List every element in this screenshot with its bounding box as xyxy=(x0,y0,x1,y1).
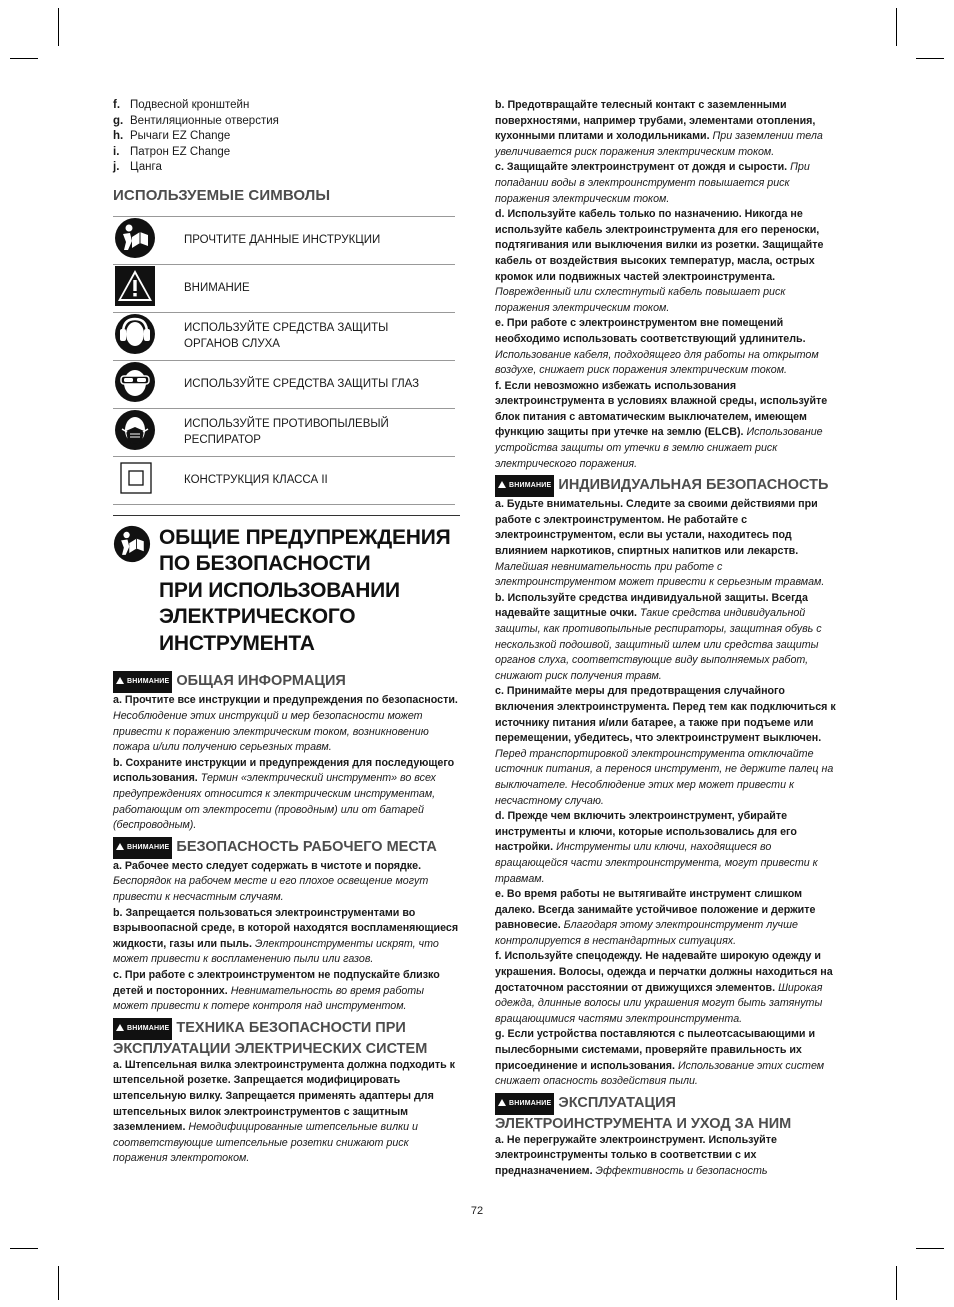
main-heading-block xyxy=(113,525,461,658)
legend-item xyxy=(113,145,461,161)
class-ii-icon xyxy=(114,457,156,499)
dust-mask-icon xyxy=(114,409,156,451)
symbol-row xyxy=(113,360,455,408)
safety-item: c. Защищайте электроинструмент от дождя и сырости. При попадании воды в электроинструмент повышается риск поражения электрическим током. xyxy=(495,161,810,205)
warning-triangle-icon xyxy=(116,1024,124,1031)
symbol-label: ИСПОЛЬЗУЙТЕ ПРОТИВОПЫЛЕВЫЙ РЕСПИРАТОР xyxy=(184,408,455,456)
legend-letter: i. xyxy=(113,145,120,158)
warning-triangle-icon xyxy=(498,481,506,488)
section-heading-workplace: ВНИМАНИЕ БЕЗОПАСНОСТЬ РАБОЧЕГО МЕСТА xyxy=(113,837,461,859)
safety-item: e. Во время работы не вытягивайте инструмент слишком далеко. Всегда занимайте устойчивое положение и держите равновесие. Благодаря этому электроинструмент лучше контролируется в нестандартных ситуациях. xyxy=(495,888,816,947)
main-heading xyxy=(159,525,451,658)
legend-item xyxy=(113,98,461,114)
read-manual-icon xyxy=(114,217,156,259)
crop-mark xyxy=(916,1248,944,1249)
main-heading-line: ИНСТРУМЕНТА xyxy=(159,631,315,655)
legend-letter: j. xyxy=(113,161,120,174)
section-heading-use-care: ВНИМАНИЕ ЭКСПЛУАТАЦИЯ ЭЛЕКТРОИНСТРУМЕНТА И УХОД ЗА НИМ xyxy=(495,1094,792,1132)
warning-badge: ВНИМАНИЕ xyxy=(113,671,172,693)
main-heading-line: ПО БЕЗОПАСНОСТИ xyxy=(159,552,371,576)
symbol-row xyxy=(113,312,455,360)
left-column xyxy=(113,98,461,1167)
crop-mark xyxy=(10,58,38,59)
warning-badge: ВНИМАНИЕ xyxy=(495,1093,554,1115)
safety-item: a. Рабочее место следует содержать в чистоте и порядке. Беспорядок на рабочем месте и его плохое освещение могут привести к несчастным случаям. xyxy=(113,859,429,903)
symbol-row xyxy=(113,408,455,456)
parts-legend xyxy=(113,98,461,176)
legend-letter: h. xyxy=(113,130,124,143)
read-manual-icon xyxy=(113,525,151,563)
safety-item: d. Используйте кабель только по назначению. Никогда не используйте кабель электроинструмента для его переноски, подтягивания или выключения вилки из розетки. Защищайте кабель от воздействия высоких температур, масла, острых кромок или подвижных частей электроинструмента. Поврежденный или схлестнутый кабель повышает риск поражения электрическим током. xyxy=(495,208,824,314)
safety-item: e. При работе с электроинструментом вне помещений необходимо использовать соответствующий удлинитель. Использование кабеля, подходящего для работы на открытом воздухе, снижает риск поражения электрическим током. xyxy=(495,317,819,377)
crop-mark xyxy=(896,1266,897,1300)
crop-mark xyxy=(896,8,897,46)
warning-badge: ВНИМАНИЕ xyxy=(113,1018,172,1040)
symbol-label: ИСПОЛЬЗУЙТЕ СРЕДСТВА ЗАЩИТЫ ГЛАЗ xyxy=(184,360,455,408)
safety-item: b. Используйте средства индивидуальной защиты. Всегда надевайте защитные очки. Такие средства индивидуальной защиты, как противопыльные респираторы, защитная обувь с нескользкой подошвой, защитный шлем или средства защиты органов слуха, соответствующие виду выполняемых работ, снижают риск получения травм. xyxy=(495,591,822,682)
legend-text: Вентиляционные отверстия xyxy=(130,114,279,127)
main-heading-line: ПРИ ИСПОЛЬЗОВАНИИ xyxy=(159,578,400,602)
legend-text: Подвесной кронштейн xyxy=(130,99,250,111)
safety-item: a. Прочтите все инструкции и предупреждения по безопасности. Несоблюдение этих инструкций и мер безопасности может привести к поражению электрическим током, возникновению пожара и/или получению серьезных травм. xyxy=(113,694,458,754)
safety-item: c. Принимайте меры для предотвращения случайного включения электроинструмента. Перед тем как подключиться к источнику питания и/или батарее, а также при подъеме или перемещении, убедитесь, что электроинструмент выключен. Перед транспортировкой электроинструмента отключайте источник питания, а перенося инструмент, не держите палец на выключателе. Несоблюдение этих мер может привести к несчастному случаю. xyxy=(495,685,836,807)
crop-mark xyxy=(58,1266,59,1300)
right-column xyxy=(495,98,840,1180)
safety-item: c. При работе с электроинструментом не подпускайте близко детей и посторонних. Невнимательность во время работы может привести к потере контроля над инструментом. xyxy=(113,968,440,1013)
legend-text: Рычаги EZ Change xyxy=(130,130,231,143)
legend-item xyxy=(113,160,461,176)
safety-item: d. Прежде чем включить электроинструмент, убирайте инструменты и ключи, которые использовались для его настройки. Инструменты или ключи, находящиеся во вращающейся части электроинструмента, могут привести к травмам. xyxy=(495,810,818,885)
eye-protection-icon xyxy=(114,361,156,403)
divider xyxy=(113,515,460,516)
section-heading-electrical: ВНИМАНИЕ ТЕХНИКА БЕЗОПАСНОСТИ ПРИ ЭКСПЛУАТАЦИИ ЭЛЕКТРИЧЕСКИХ СИСТЕМ xyxy=(113,1019,428,1057)
page-number: 72 xyxy=(470,1205,484,1217)
legend-text: Цанга xyxy=(130,161,162,174)
symbol-row xyxy=(113,216,455,264)
symbol-row xyxy=(113,456,455,504)
symbol-label: ПРОЧТИТЕ ДАННЫЕ ИНСТРУКЦИИ xyxy=(184,216,455,264)
crop-mark xyxy=(916,58,944,59)
warning-icon xyxy=(114,265,156,307)
symbol-row xyxy=(113,264,455,312)
symbols-table xyxy=(113,216,455,505)
main-heading-line: ОБЩИЕ ПРЕДУПРЕЖДЕНИЯ xyxy=(159,525,451,549)
crop-mark xyxy=(10,1248,38,1249)
section-heading-general: ВНИМАНИЕ ОБЩАЯ ИНФОРМАЦИЯ xyxy=(113,671,461,693)
symbols-title: ИСПОЛЬЗУЕМЫЕ СИМВОЛЫ xyxy=(113,186,331,204)
main-heading-line: ЭЛЕКТРИЧЕСКОГО xyxy=(159,605,356,629)
safety-item: b. Сохраните инструкции и предупреждения для последующего использования. Термин «электрический инструмент» во всех предупреждениях относится к электрическим инструментам, работающим от электросети (проводным) или от батарей (беспроводным). xyxy=(113,756,455,832)
safety-item: a. Не перегружайте электроинструмент. Используйте электроинструменты только в соответствии с их предназначением. Эффективность и безопасность xyxy=(495,1133,777,1177)
section-heading-personal: ВНИМАНИЕ ИНДИВИДУАЛЬНАЯ БЕЗОПАСНОСТЬ xyxy=(495,475,840,497)
safety-item: g. Если устройства поставляются с пылеотсасывающими и пылесборными системами, проверяйте правильность их присоединение и использования. Использование этих систем снижает опасность воздействия пыли. xyxy=(495,1028,825,1088)
warning-triangle-icon xyxy=(498,1099,506,1106)
symbol-label: ИСПОЛЬЗУЙТЕ СРЕДСТВА ЗАЩИТЫ ОРГАНОВ СЛУХА xyxy=(184,312,455,360)
safety-item: f. Используйте спецодежду. Не надевайте широкую одежду и украшения. Волосы, одежда и перчатки должны находиться на достаточном расстоянии от движущихся элементов. Широкая одежда, длинные волосы или украшения могут быть затянуты вращающимися частями электроинструмента. xyxy=(495,950,833,1025)
safety-item: f. Если невозможно избежать использования электроинструмента в условиях влажной среды, используйте блок питания с автоматическим выключателем, имеющем функцию защиты при утечке на землю (ELCB). Использование устройства защиты от утечки в землю снижает риск электрического поражения. xyxy=(495,379,828,470)
warning-badge: ВНИМАНИЕ xyxy=(113,837,172,859)
warning-triangle-icon xyxy=(116,843,124,850)
legend-item xyxy=(113,129,461,145)
safety-item: a. Штепсельная вилка электроинструмента должна подходить к штепсельной розетке. Запрещается модифицировать штепсельную вилку. Запрещается применять адаптеры для штепсельных вилок электроинструментов с защитным заземлением. Немодифицированные штепсельные вилки и соответствующие штепсельные розетки снижают риск поражения электротоком. xyxy=(113,1058,455,1165)
legend-item xyxy=(113,114,461,130)
safety-item: a. Будьте внимательны. Следите за своими действиями при работе с электроинструментом. Не работайте с электроинструментом, если вы устали, находитесь под влиянием наркотиков, спиртных напитков или лекарств. Малейшая невнимательность при работе с электроинструментом может привести к серьезным травмам. xyxy=(495,498,825,589)
warning-badge: ВНИМАНИЕ xyxy=(495,475,554,497)
legend-text: Патрон EZ Change xyxy=(130,145,231,158)
warning-triangle-icon xyxy=(116,677,124,684)
safety-item: b. Запрещается пользоваться электроинструментами во взрывоопасной среде, в которой находятся воспламеняющиеся жидкости, газы или пыль. Электроинструменты искрят, что может привести к воспламенению пыли или газов. xyxy=(113,906,459,966)
legend-letter: f. xyxy=(113,99,121,111)
crop-mark xyxy=(58,8,59,46)
legend-letter: g. xyxy=(113,114,124,127)
safety-item: b. Предотвращайте телесный контакт с заземленными поверхностями, например трубами, элементами отопления, кухонными плитами и холодильниками. При заземлении тела увеличивается риск поражения электрическим током. xyxy=(495,99,823,158)
hearing-protection-icon xyxy=(114,313,156,355)
symbol-label: ВНИМАНИЕ xyxy=(184,264,455,312)
symbol-label: КОНСТРУКЦИЯ КЛАССА II xyxy=(184,456,455,504)
